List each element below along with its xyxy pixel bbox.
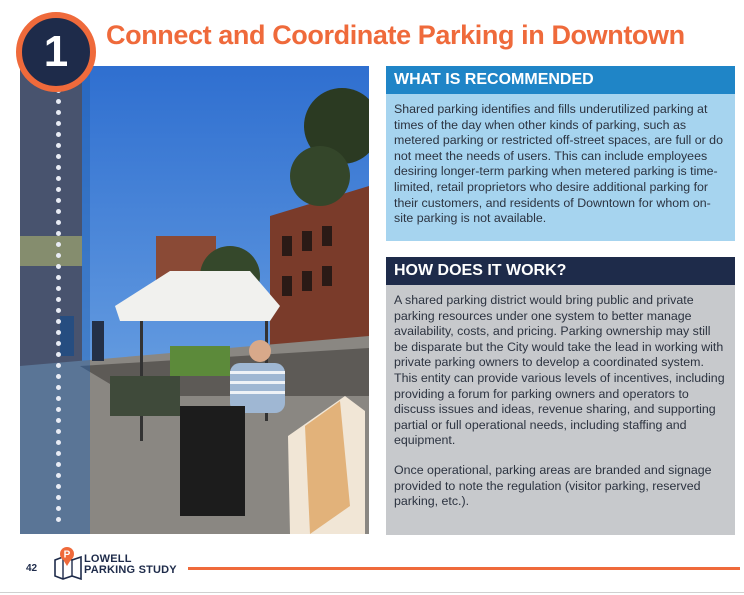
- section-number: 1: [43, 27, 69, 76]
- how-it-works-paragraph-1: A shared parking district would bring public and private parking resources under one system to better manage availability, costs, and pricing. Parking ownership may still be disparate but the City would take the lead in working with private parking owners to develop a coordinated system. This entity can provide various levels of incentives, including providing a forum for parking owners and operators to discuss issues and ideas, revenue sharing, and supporting partial or full operational needs, including staffing and equipment.: [394, 293, 725, 448]
- section-number-badge: [16, 12, 96, 92]
- page-number: 42: [26, 563, 38, 574]
- page-title: Connect and Coordinate Parking in Downtown: [106, 20, 685, 50]
- how-it-works-paragraph-2: Once operational, parking areas are branded and signage provided to note the regulation (visitor parking, reserved parking, etc.).: [394, 462, 712, 509]
- how-it-works-body: [386, 285, 735, 535]
- logo-letter: P: [63, 549, 71, 561]
- footer-divider: [188, 567, 740, 570]
- decorative-dots: [56, 88, 62, 528]
- street-parklet-photo: [20, 66, 369, 534]
- how-it-works-heading: HOW DOES IT WORK?: [386, 257, 735, 285]
- bottom-rule: [0, 592, 744, 593]
- recommended-heading: WHAT IS RECOMMENDED: [386, 66, 735, 94]
- recommended-body: Shared parking identifies and fills underutilized parking at times of the day when other kinds of parking, such as metered parking or restricted off-street spaces, are full or do not meet the needs of users. This can include employees desiring longer-term parking when metered parking is time-limited, retail proprietors who desire additional parking for their customers, and residents of Downtown for whom on-site parking is not available.: [386, 94, 735, 241]
- logo-line-2: PARKING STUDY: [84, 564, 177, 576]
- logo-line-1: LOWELL: [84, 553, 132, 565]
- parking-map-pin-icon: [54, 546, 82, 580]
- lowell-parking-study-logo: [84, 554, 177, 576]
